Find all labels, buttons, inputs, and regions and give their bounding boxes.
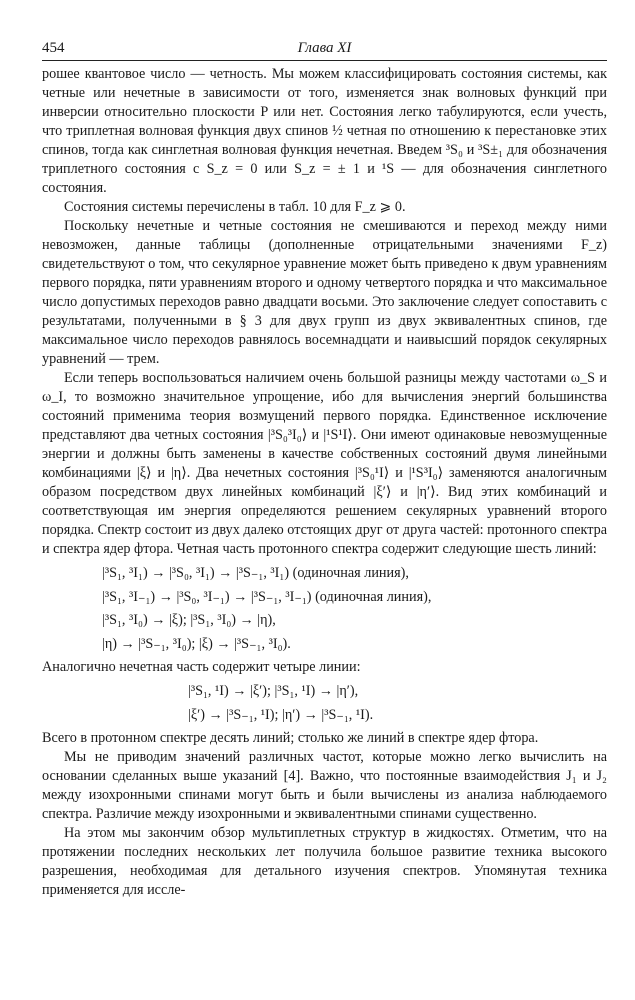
formula-line: |³S₁, ³I₋₁) → |³S₀, ³I₋₁) → |³S₋₁, ³I₋₁) (одиночная линия), — [102, 588, 432, 605]
paragraph-1: рошее квантовое число — четность. Мы можем классифицировать состояния системы, как четные или нечетные в зависимости от того, изменяется знак волновых функций при инверсии относительно плоскости P или нет. Состояния легко табулируются, если учесть, что триплетная волновая функция двух спинов ½ четная по отношению к перестановке этих спинов, тогда как синглетная волновая функция нечетная. Введем ³S₀ и ³S±₁ для обозначения триплетного состояния с S_z = 0 или S_z = ± 1 и ¹S — для обозначения синглетного состояния. — [42, 66, 607, 196]
page-number: 454 — [42, 40, 65, 56]
paragraph-7: Мы не приводим значений различных частот, которые можно легко вычислить на основании сделанных выше указаний [4]. Важно, что постоянные взаимодействия J₁ и J₂ между изохронными спинами могут быть и были вычислены из анализа наблюдаемого спектра. Различие между изохронными и эквивалентными спинами существенно. — [42, 749, 607, 822]
formula-line: |³S₁, ¹I) → |ξ′); |³S₁, ¹I) → |η′), — [188, 683, 359, 699]
formula-line: |ξ′) → |³S₋₁, ¹I); |η′) → |³S₋₁, ¹I). — [188, 706, 374, 723]
formula-line: |η) → |³S₋₁, ³I₀); |ξ) → |³S₋₁, ³I₀). — [102, 635, 291, 652]
chapter-title: Глава XI — [297, 40, 352, 56]
paragraph-6: Всего в протонном спектре десять линий; столько же линий в спектре ядер фтора. — [42, 730, 539, 746]
odd-transitions-formula — [42, 680, 607, 727]
paragraph-2: Состояния системы перечислены в табл. 10 для F_z ⩾ 0. — [64, 199, 406, 215]
running-header — [42, 36, 607, 61]
paragraph-3: Поскольку нечетные и четные состояния не смешиваются и переход между ними невозможен, данные таблицы (дополненные отрицательными значениями F_z) свидетельствуют о том, что секулярное уравнение может быть приведено к двум уравнениям первого порядка, пяти уравнениям второго и одному четвертого порядка и что максимальное число допустимых переходов равно двадцати восьми. Это заключение следует сопоставить с результатами, полученными в § 3 для двух групп из двух эквивалентных спинов, где максимальное число переходов равнялось восемнадцати и наивысший порядок секулярных уравнений — трем. — [42, 218, 607, 367]
paragraph-8: На этом мы закончим обзор мультиплетных структур в жидкостях. Отметим, что на протяжении последних нескольких лет получила большое развитие техника высокого разрешения, необходимая для детального изучения спектров. Упомянутая техника применяется для иссле- — [42, 825, 607, 898]
paragraph-4: Если теперь воспользоваться наличием очень большой разницы между частотами ω_S и ω_I, то возможно значительное упрощение, ибо для вычисления энергий большинства состояний применима теория возмущений первого порядка. Единственное исключение представляют два четных состояния |³S₀³I₀⟩ и |¹S¹I⟩. Они имеют одинаковые невозмущенные энергии и должны быть заменены в качестве собственных состояний двумя линейными комбинациями |ξ⟩ и |η⟩. Два нечетных состояния |³S₀¹I⟩ и |¹S³I₀⟩ заменяются аналогичным образом посредством двух линейных комбинаций |ξ′⟩ и |η′⟩. Вид этих комбинаций и соответствующая им энергия определяются решением секулярных уравнений второго порядка. Спектр состоит из двух далеко отстоящих друг от друга частей: протонного спектра и спектра ядер фтора. Четная часть протонного спектра содержит следующие шесть линий: — [42, 370, 607, 557]
formula-line: |³S₁, ³I₁) → |³S₀, ³I₁) → |³S₋₁, ³I₁) (одиночная линия), — [102, 565, 409, 581]
paragraph-5: Аналогично нечетная часть содержит четыре линии: — [42, 659, 361, 675]
even-transitions-formula — [42, 562, 607, 656]
formula-line: |³S₁, ³I₀) → |ξ); |³S₁, ³I₀) → |η), — [102, 612, 276, 628]
